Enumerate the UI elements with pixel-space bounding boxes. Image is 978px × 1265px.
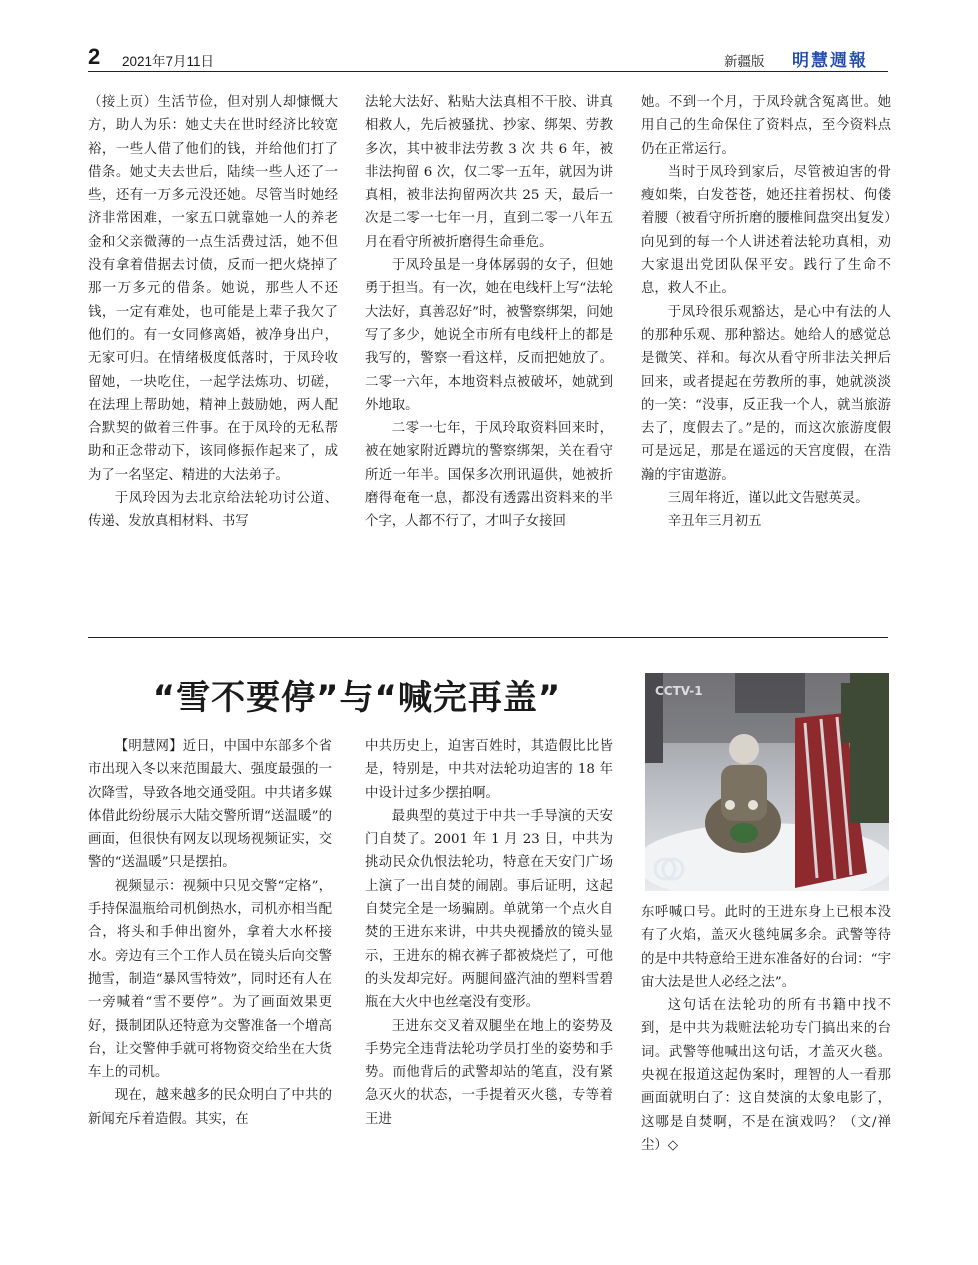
paragraph: 三周年将近，谨以此文告慰英灵。 xyxy=(667,491,869,507)
photo-watermark: CCTV-1 xyxy=(655,684,703,698)
paragraph: 法轮大法好、粘贴大法真相不干胶、讲真相救人，先后被骚扰、抄家、绑架、劳教多次，其中被非法劳教 3 次 共 6 年，被非法拘留 6 次，仅二零一五年，就因为讲真相，被非法拘留两次共 25 天，最后一次是二零一七年一月，直到二零一八年五月在看守所被折磨得生命垂危。 xyxy=(365,95,613,250)
edition-label: 新疆版 xyxy=(724,54,765,70)
top-article-column-3 xyxy=(641,91,891,617)
paragraph: 当时于凤玲到家后，尽管被迫害的骨瘦如柴，白发苍苍，她还拄着拐杖、佝偻着腰（被看守所折磨的腰椎间盘突出复发）向见到的每一个人讲述着法轮功真相，劝大家退出党团队保平安。践行了生命不息，救人不止。 xyxy=(641,164,891,297)
bottom-article-column-1 xyxy=(88,735,332,1215)
newspaper-brand: 明慧週報 xyxy=(792,51,868,71)
paragraph: 【明慧网】近日，中国中东部多个省市出现入冬以来范围最大、强度最强的一次降雪，导致各地交通受阻。中共诸多媒体借此纷纷展示大陆交警所谓“送温暖”的画面，但很快有网友以现场视频证实，交警的“送温暖”只是摆拍。 xyxy=(88,739,332,871)
paragraph: 二零一七年，于凤玲取资料回来时，被在她家附近蹲坑的警察绑架，关在看守所近一年半。国保多次刑讯逼供，她被折磨得奄奄一息，都没有透露出资料来的半个字，人都不行了，才叫子女接回 xyxy=(365,421,613,530)
photo-illustration xyxy=(645,673,889,891)
bottom-article-column-3 xyxy=(641,901,891,1211)
paragraph: 于凤玲因为去北京给法轮功讨公道、传递、发放真相材料、书写 xyxy=(88,491,338,530)
paragraph: 视频显示：视频中只见交警“定格”，手持保温瓶给司机倒热水，司机亦相当配合，将头和手伸出窗外，拿着大水杯接水。旁边有三个工作人员在镜头后向交警抛雪，制造“暴风雪特效”，同时还有人在一旁喊着“雪不要停”。为了画面效果更好，摄制团队还特意为交警准备一个增高台，让交警伸手就可将物资交给坐在大货车上的司机。 xyxy=(88,878,332,1081)
paragraph: 于凤玲很乐观豁达，是心中有法的人的那种乐观、那种豁达。她给人的感觉总是微笑、祥和。每次从看守所非法关押后回来，或者提起在劳教所的事，她就淡淡的一笑：“没事，反正我一个人，就当旅游去了，度假去了。”是的，而这次旅游度假可是远足，那是在遥远的天宫度假，在浩瀚的宇宙遨游。 xyxy=(641,304,891,483)
page-number: 2 xyxy=(88,44,101,69)
paragraph: 中共历史上，迫害百姓时，其造假比比皆是，特别是，中共对法轮功迫害的 18 年中设计过多少摆拍啊。 xyxy=(365,739,613,801)
paragraph: 她。不到一个月，于凤玲就含冤离世。她用自己的生命保住了资料点，至今资料点仍在正常运行。 xyxy=(641,95,891,157)
article-divider xyxy=(88,637,888,638)
signature-date: 辛丑年三月初五 xyxy=(667,514,762,530)
paragraph: （接上页）生活节俭，但对别人却慷慨大方，助人为乐：她丈夫在世时经济比较宽裕，一些人借了他们的钱，并给他们打了借条。她丈夫去世后，陆续一些人还了一些，还有一万多元没还她。尽管当时她经济非常困难，一家五口就靠她一人的养老金和父亲微薄的一点生活费过活，她不但没有拿着借据去讨债，反而一把火烧掉了那一万多元的借条。她说，那些人不还钱，一定有难处，也可能是上辈子我欠了他们的。有一女同修离婚，被净身出户，无家可归。在情绪极度低落时，于凤玲收留她，一块吃住，一起学法炼功、切磋，在法理上帮助她，精神上鼓励她，两人配合默契的做着三件事。在于凤玲的无私帮助和正念带动下，该同修振作起来了，成为了一名坚定、精进的大法弟子。 xyxy=(88,95,338,483)
paragraph: 这句话在法轮功的所有书籍中找不到，是中共为栽赃法轮功专门搞出来的台词。武警等他喊出这句话，才盖灭火毯。央视在报道这起伪案时，理智的人一看那画面就明白了：这自焚演的太象电影了，这哪是自焚啊，不是在演戏吗？（文/禅尘）◇ xyxy=(641,998,891,1153)
paragraph: 现在，越来越多的民众明白了中共的新闻充斥着造假。其实，在 xyxy=(88,1088,332,1127)
top-article-column-2 xyxy=(365,91,613,617)
paragraph: 王进东交叉着双腿坐在地上的姿势及手势完全违背法轮功学员打坐的姿势和手势。而他背后的武警却站的笔直，没有紧急灭火的状态，一手提着灭火毯，专等着王进 xyxy=(365,1018,613,1127)
top-article-column-1 xyxy=(88,91,338,617)
paragraph: 于凤玲虽是一身体孱弱的女子，但她勇于担当。有一次，她在电线杆上写“法轮大法好，真善忍好”时，被警察绑架，问她写了多少，她说全市所有电线杆上的都是我写的，警察一看这样，反而把她放了。二零一六年，本地资料点被破坏，她就到外地取。 xyxy=(365,258,613,413)
article-headline: “雪不要停”与“喊完再盖” xyxy=(152,678,562,718)
header-rule xyxy=(88,71,888,72)
issue-date: 2021年7月11日 xyxy=(122,54,215,69)
paragraph: 最典型的莫过于中共一手导演的天安门自焚了。2001 年 1 月 23 日，中共为挑动民众仇恨法轮功，特意在天安门广场上演了一出自焚的闹剧。事后证明，这起自焚完全是一场骗剧。单就第一个点火自焚的王进东来讲，中共央视播放的镜头显示，王进东的棉衣裤子都被烧烂了，可他的头发却完好。两腿间盛汽油的塑料雪碧瓶在大火中也丝毫没有变形。 xyxy=(365,808,613,1011)
bottom-article-column-2 xyxy=(365,735,613,1215)
paragraph: 东呼喊口号。此时的王进东身上已根本没有了火焰，盖灭火毯纯属多余。武警等待的是中共特意给王进东准备好的台词：“宇宙大法是世人必经之法”。 xyxy=(641,905,891,990)
news-photo xyxy=(645,673,889,891)
